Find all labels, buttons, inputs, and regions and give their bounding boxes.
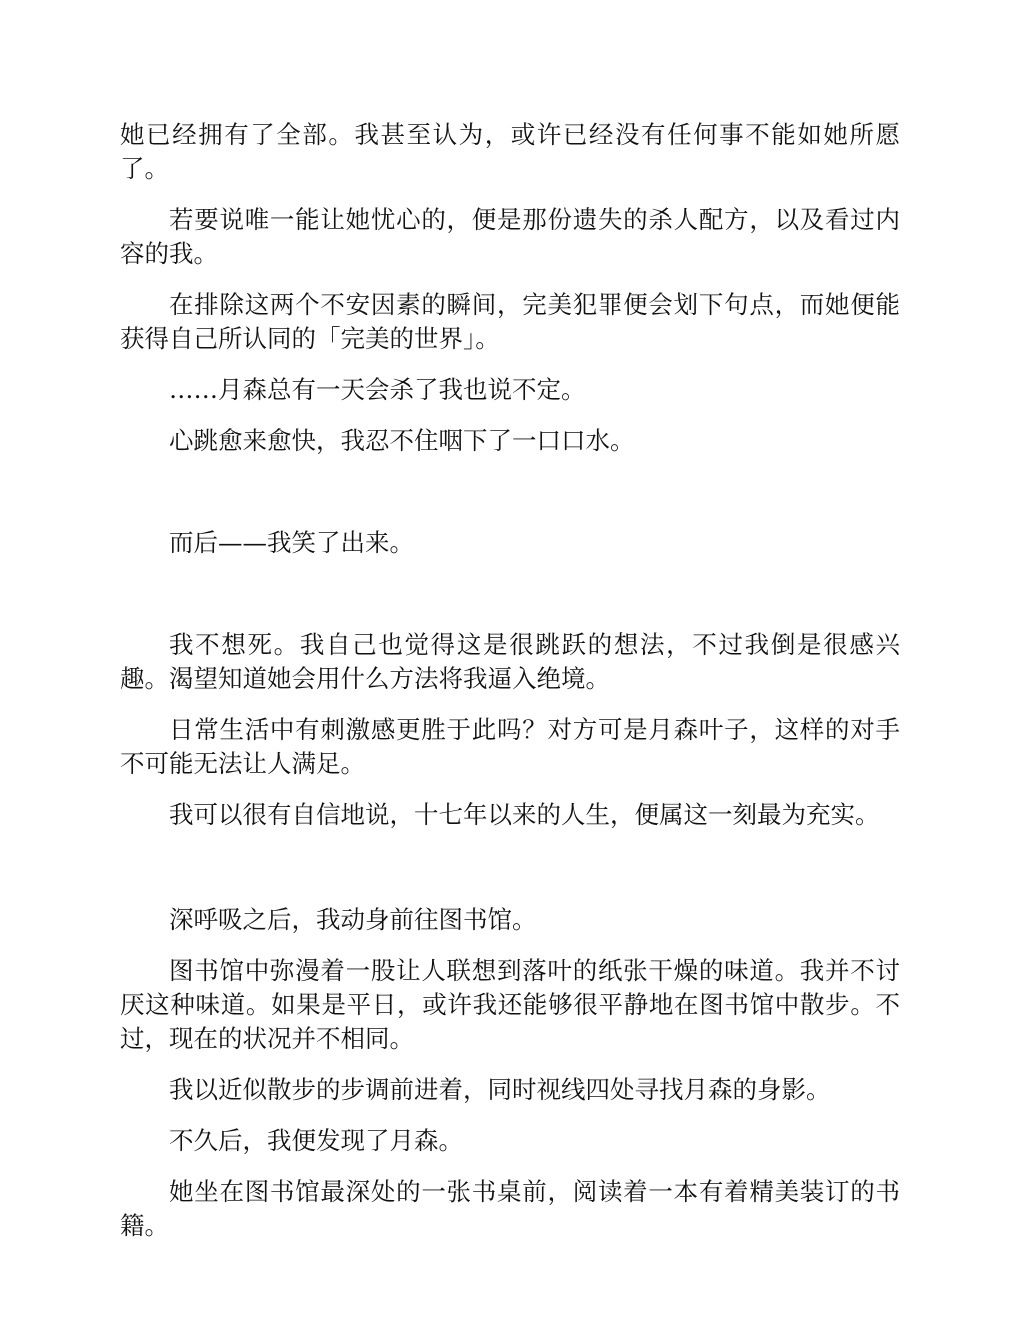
paragraph: ……月森总有一天会杀了我也说不定。 bbox=[169, 375, 586, 404]
paragraph: 不久后，我便发现了月森。 bbox=[169, 1126, 463, 1155]
section-break bbox=[120, 849, 900, 903]
paragraph: 深呼吸之后，我动身前往图书馆。 bbox=[169, 905, 537, 934]
paragraph: 若要说唯一能让她忧心的，便是那份遗失的杀人配方，以及看过内容的我。 bbox=[120, 205, 900, 268]
paragraph: 图书馆中弥漫着一股让人联想到落叶的纸张干燥的味道。我并不讨厌这种味道。如果是平日，或许我还能够很平静地在图书馆中散步。不过，现在的状况并不相同。 bbox=[120, 956, 900, 1053]
paragraph: 而后——我笑了出来。 bbox=[169, 528, 414, 557]
document-page bbox=[120, 118, 900, 1260]
paragraph: 她已经拥有了全部。我甚至认为，或许已经没有任何事不能如她所愿了。 bbox=[120, 120, 900, 183]
section-break bbox=[120, 475, 900, 526]
paragraph: 日常生活中有刺激感更胜于此吗？对方可是月森叶子，这样的对手不可能无法让人满足。 bbox=[120, 715, 900, 778]
paragraph: 我不想死。我自己也觉得这是很跳跃的想法，不过我倒是很感兴趣。渴望知道她会用什么方法将我逼入绝境。 bbox=[120, 630, 900, 693]
paragraph: 她坐在图书馆最深处的一张书桌前，阅读着一本有着精美装订的书籍。 bbox=[120, 1177, 900, 1240]
paragraph: 在排除这两个不安因素的瞬间，完美犯罪便会划下句点，而她便能获得自己所认同的「完美的世界」。 bbox=[120, 290, 900, 353]
paragraph: 我以近似散步的步调前进着，同时视线四处寻找月森的身影。 bbox=[169, 1075, 831, 1104]
paragraph: 我可以很有自信地说，十七年以来的人生，便属这一刻最为充实。 bbox=[169, 800, 880, 829]
section-break bbox=[120, 577, 900, 628]
paragraph: 心跳愈来愈快，我忍不住咽下了一口口水。 bbox=[169, 426, 635, 455]
